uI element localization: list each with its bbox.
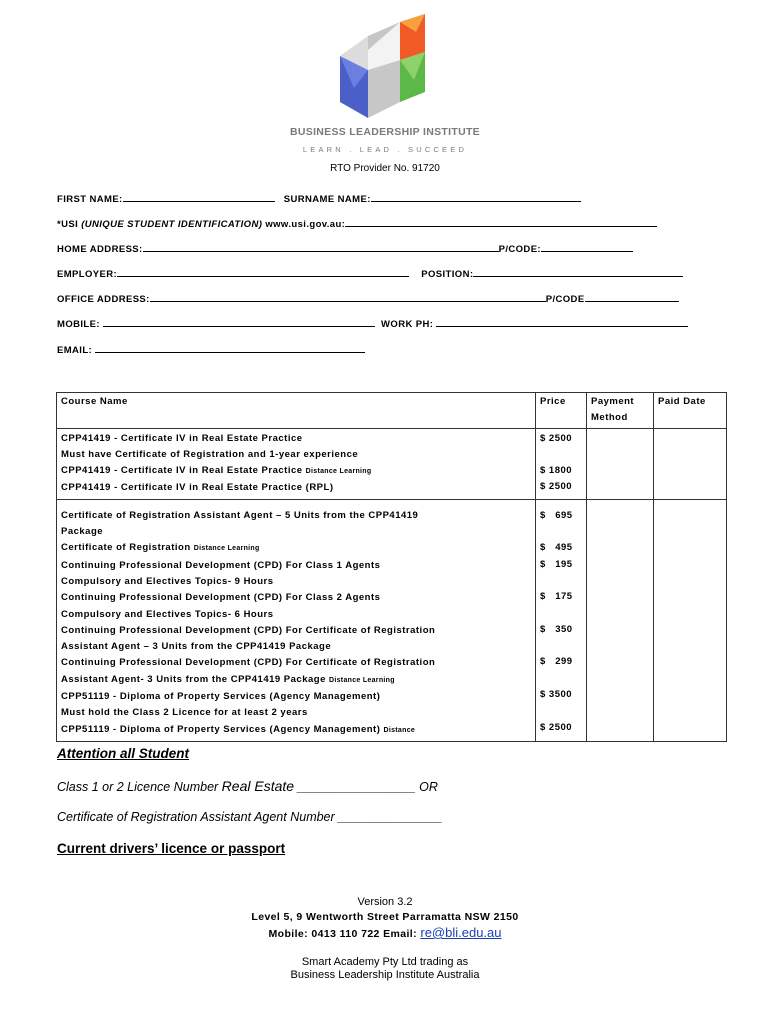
course-line bbox=[61, 672, 531, 689]
contact-text: Mobile: 0413 110 722 Email: bbox=[268, 928, 418, 940]
price-value: $ 350 bbox=[540, 623, 573, 635]
licence-number-line bbox=[57, 778, 438, 794]
course-line bbox=[61, 558, 531, 574]
home-pcode-label: P/CODE: bbox=[498, 244, 541, 255]
course-line bbox=[61, 463, 531, 480]
tagline: LEARN . LEAD . SUCCEED bbox=[302, 145, 468, 154]
course-line bbox=[61, 447, 531, 463]
course-text: Certificate of Registration Assistant Agent – 5 Units from the CPP41419 bbox=[61, 509, 419, 521]
payment-method-cell[interactable] bbox=[587, 499, 654, 741]
price-cell bbox=[536, 499, 587, 741]
paid-date-cell[interactable] bbox=[654, 428, 727, 499]
course-text: Certificate of Registration bbox=[61, 542, 191, 554]
trading-text: Smart Academy Pty Ltd trading as bbox=[301, 956, 469, 968]
course-line bbox=[61, 607, 531, 623]
course-line bbox=[61, 540, 531, 557]
home-address-field[interactable] bbox=[143, 242, 499, 252]
course-line bbox=[61, 480, 531, 496]
course-line bbox=[61, 508, 531, 524]
home-pcode-field[interactable] bbox=[541, 242, 633, 252]
course-text: Package bbox=[61, 526, 104, 538]
price-value: $ 495 bbox=[540, 542, 573, 554]
price-value: $ 2500 bbox=[540, 721, 573, 733]
licence-field[interactable]: _________________ OR bbox=[297, 780, 438, 794]
course-text: Must hold the Class 2 Licence for at least 2 years bbox=[61, 707, 308, 719]
header-paid-date: Paid Date bbox=[654, 393, 727, 429]
course-line bbox=[61, 639, 531, 655]
price-value bbox=[540, 638, 582, 654]
employer-label: EMPLOYER: bbox=[57, 269, 118, 280]
work-phone-label: WORK PH: bbox=[381, 319, 434, 330]
header-course-name: Course Name bbox=[57, 393, 536, 429]
price-value bbox=[540, 573, 582, 589]
course-text: Compulsory and Electives Topics- 6 Hours bbox=[61, 608, 274, 620]
course-text: CPP41419 - Certificate IV in Real Estate Practice bbox=[61, 432, 303, 444]
usi-field[interactable] bbox=[345, 217, 657, 227]
work-phone-field[interactable] bbox=[436, 317, 688, 327]
home-address-label: HOME ADDRESS: bbox=[57, 244, 143, 255]
table-row bbox=[57, 499, 727, 741]
position-label: POSITION: bbox=[421, 269, 474, 280]
version-text: Version 3.2 bbox=[357, 896, 413, 908]
price-value bbox=[540, 606, 582, 622]
usi-row bbox=[57, 217, 657, 230]
course-name-cell bbox=[57, 499, 536, 741]
phone-row bbox=[57, 317, 688, 330]
org-name: BUSINESS LEADERSHIP INSTITUTE bbox=[290, 126, 480, 138]
price-value: $ 1800 bbox=[540, 465, 573, 477]
paid-date-cell[interactable] bbox=[654, 499, 727, 741]
course-text: Must have Certificate of Registration and 1-year experience bbox=[61, 448, 359, 460]
course-line bbox=[61, 722, 531, 739]
price-value: $ 175 bbox=[540, 591, 573, 603]
course-line bbox=[61, 689, 531, 705]
course-text: CPP51119 - Diploma of Property Services (Agency Management) bbox=[61, 691, 381, 703]
home-address-row bbox=[57, 242, 633, 255]
first-name-label: FIRST NAME: bbox=[57, 194, 123, 205]
course-line bbox=[61, 431, 531, 447]
employer-field[interactable] bbox=[117, 267, 409, 277]
table-row bbox=[57, 428, 727, 499]
mobile-label: MOBILE: bbox=[57, 319, 100, 330]
payment-method-cell[interactable] bbox=[587, 428, 654, 499]
attention-heading: Attention all Student bbox=[57, 746, 189, 761]
surname-label: SURNAME NAME: bbox=[283, 194, 371, 205]
price-value: $ 2500 bbox=[540, 481, 573, 493]
course-text: Compulsory and Electives Topics- 9 Hours bbox=[61, 575, 274, 587]
price-value: $ 695 bbox=[540, 509, 573, 521]
mobile-field[interactable] bbox=[103, 317, 375, 327]
price-value bbox=[540, 703, 582, 719]
first-name-field[interactable] bbox=[123, 192, 275, 202]
name-row bbox=[57, 192, 581, 205]
course-text: Assistant Agent- 3 Units from the CPP41419 Package bbox=[61, 673, 326, 685]
contact-line bbox=[0, 925, 770, 940]
price-value: $ 299 bbox=[540, 656, 573, 668]
company-text: Business Leadership Institute Australia bbox=[290, 969, 480, 981]
office-pcode-label: P/CODE bbox=[545, 294, 585, 305]
surname-field[interactable] bbox=[371, 192, 581, 202]
course-name-cell bbox=[57, 428, 536, 499]
header-payment-method: Payment Method bbox=[587, 393, 654, 429]
office-address-field[interactable] bbox=[150, 292, 546, 302]
email-label: EMAIL: bbox=[57, 345, 93, 356]
email-link[interactable]: re@bli.edu.au bbox=[420, 925, 502, 940]
course-text: CPP41419 - Certificate IV in Real Estate Practice bbox=[61, 465, 303, 477]
real-estate-label: Real Estate bbox=[221, 778, 295, 794]
price-value bbox=[540, 671, 582, 687]
office-pcode-field[interactable] bbox=[585, 292, 679, 302]
office-address-label: OFFICE ADDRESS: bbox=[57, 294, 150, 305]
institute-logo bbox=[330, 10, 440, 125]
employer-row bbox=[57, 267, 683, 280]
certificate-number-line[interactable]: Certificate of Registration Assistant Agent Number _______________ bbox=[57, 810, 443, 824]
email-row bbox=[57, 343, 365, 356]
course-line bbox=[61, 590, 531, 606]
price-cell bbox=[536, 428, 587, 499]
price-value bbox=[540, 524, 582, 540]
course-mode-note: Distance bbox=[383, 726, 416, 734]
office-address-row bbox=[57, 292, 679, 305]
header-price: Price bbox=[536, 393, 587, 429]
price-value: $ 3500 bbox=[540, 689, 573, 701]
price-value: $ 195 bbox=[540, 558, 573, 570]
course-table bbox=[56, 392, 727, 742]
address-text: Level 5, 9 Wentworth Street Parramatta NSW 2150 bbox=[251, 911, 519, 923]
course-line bbox=[61, 655, 531, 671]
course-text: Continuing Professional Development (CPD) For Class 1 Agents bbox=[61, 559, 381, 571]
usi-description: (UNIQUE STUDENT IDENTIFICATION) bbox=[81, 219, 263, 230]
course-line bbox=[61, 623, 531, 639]
drivers-licence-heading: Current drivers’ licence or passport bbox=[57, 841, 286, 856]
course-text: CPP51119 - Diploma of Property Services (Agency Management) bbox=[61, 723, 381, 735]
course-line bbox=[61, 705, 531, 721]
course-text: Continuing Professional Development (CPD) For Class 2 Agents bbox=[61, 592, 381, 604]
licence-label: Class 1 or 2 Licence Number bbox=[57, 780, 219, 794]
price-value: $ 2500 bbox=[540, 432, 573, 444]
usi-label: *USI bbox=[57, 219, 79, 230]
rto-provider-number: RTO Provider No. 91720 bbox=[330, 163, 440, 174]
course-mode-note: Distance Learning bbox=[329, 676, 395, 684]
course-text: CPP41419 - Certificate IV in Real Estate Practice (RPL) bbox=[61, 482, 334, 494]
table-header-row bbox=[57, 393, 727, 429]
course-line bbox=[61, 524, 531, 540]
email-field[interactable] bbox=[95, 343, 365, 353]
course-mode-note: Distance Learning bbox=[305, 468, 372, 476]
position-field[interactable] bbox=[473, 267, 683, 277]
usi-website: www.usi.gov.au: bbox=[265, 219, 346, 230]
course-text: Continuing Professional Development (CPD) For Certificate of Registration bbox=[61, 657, 436, 669]
course-text: Assistant Agent – 3 Units from the CPP41419 Package bbox=[61, 641, 332, 653]
price-value bbox=[540, 447, 582, 463]
course-line bbox=[61, 574, 531, 590]
course-text: Continuing Professional Development (CPD) For Certificate of Registration bbox=[61, 624, 436, 636]
course-mode-note: Distance Learning bbox=[193, 545, 260, 553]
